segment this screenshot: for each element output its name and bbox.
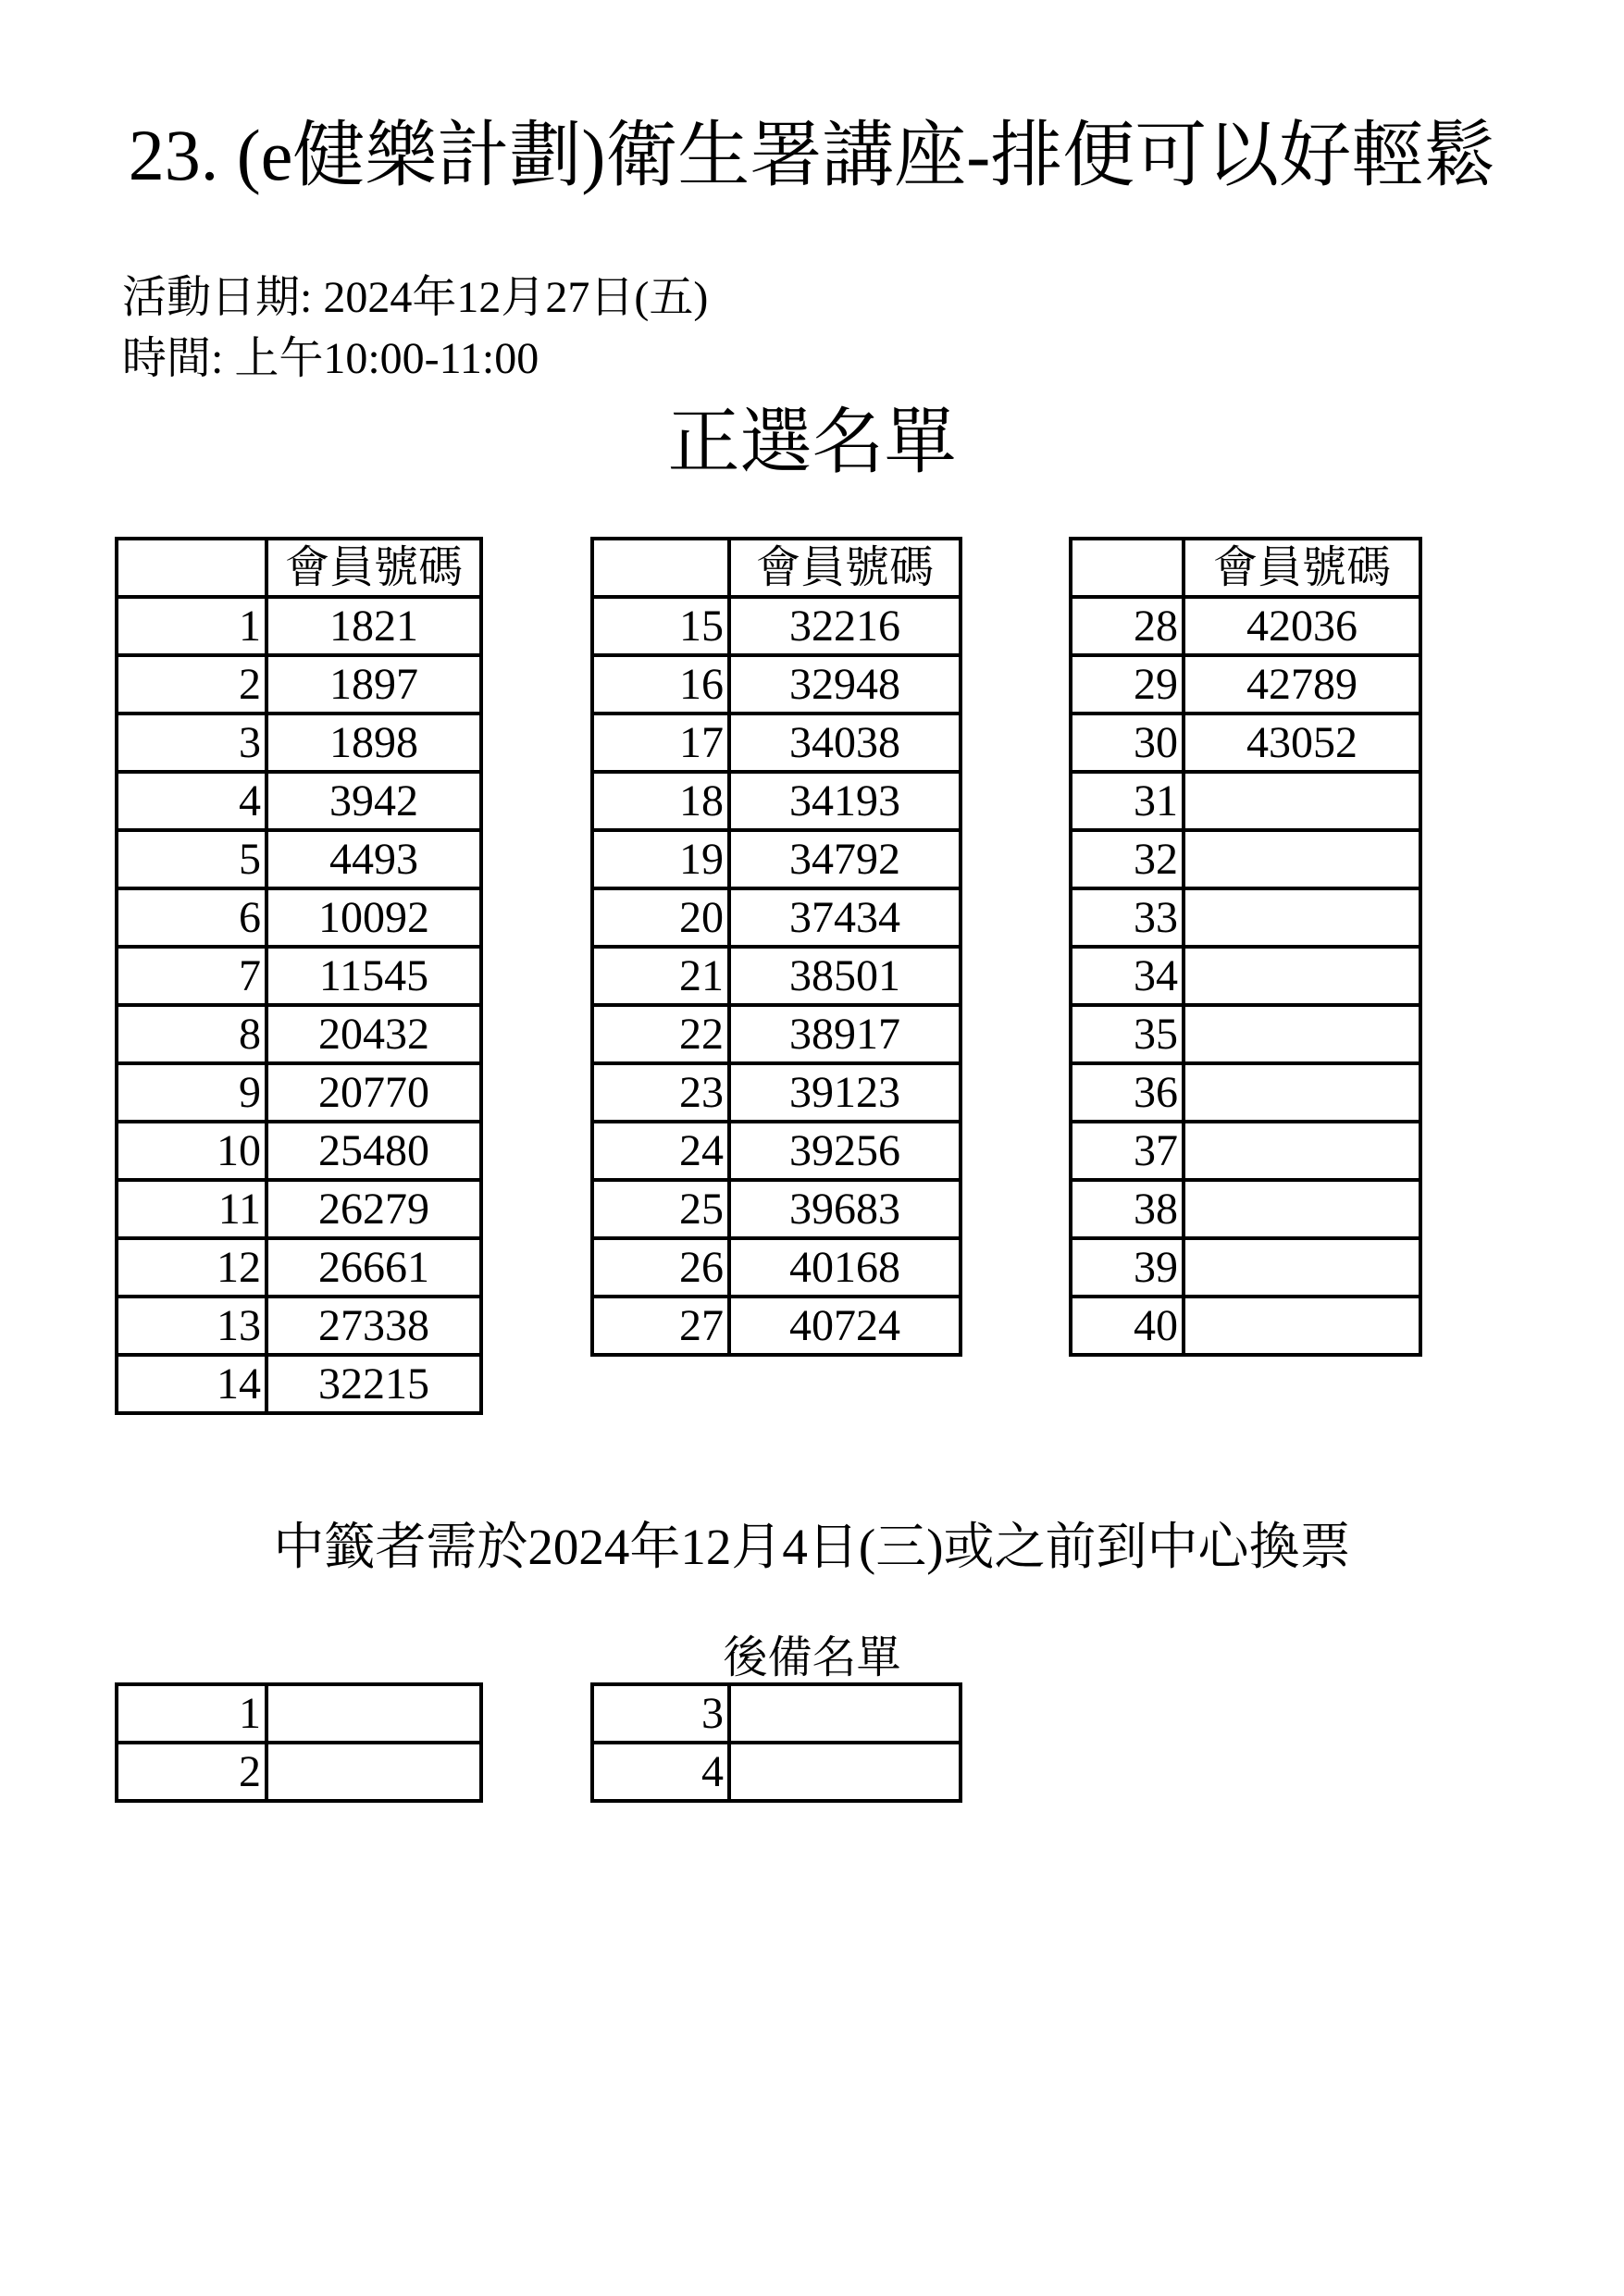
row-number: 36 [1071, 1063, 1184, 1122]
table-row [592, 1005, 961, 1063]
member-number: 32948 [729, 655, 961, 714]
table-row [1071, 1122, 1420, 1180]
row-number: 19 [592, 830, 729, 888]
member-number: 38501 [729, 947, 961, 1005]
main-list-table-3 [1069, 537, 1422, 1357]
row-number: 35 [1071, 1005, 1184, 1063]
table-row [1071, 655, 1420, 714]
row-number: 40 [1071, 1297, 1184, 1355]
event-time: 時間: 上午10:00-11:00 [122, 334, 539, 383]
member-number: 20432 [267, 1005, 481, 1063]
member-number: 1821 [267, 597, 481, 655]
row-number: 22 [592, 1005, 729, 1063]
row-number: 3 [117, 714, 267, 772]
member-number: 34193 [729, 772, 961, 830]
table-row [592, 1684, 961, 1743]
table-row [117, 1122, 481, 1180]
reserve-list-table-1 [115, 1682, 483, 1803]
row-number: 34 [1071, 947, 1184, 1005]
table-row [1071, 772, 1420, 830]
table-row [117, 714, 481, 772]
table-header-row [1071, 539, 1420, 597]
row-number: 12 [117, 1238, 267, 1297]
table-row [117, 830, 481, 888]
row-number: 9 [117, 1063, 267, 1122]
member-number: 26279 [267, 1180, 481, 1238]
row-number: 23 [592, 1063, 729, 1122]
member-number [267, 1743, 481, 1801]
row-number: 4 [117, 772, 267, 830]
row-number: 5 [117, 830, 267, 888]
table-row [117, 655, 481, 714]
row-number: 18 [592, 772, 729, 830]
member-number [729, 1743, 961, 1801]
row-number: 16 [592, 655, 729, 714]
row-number: 39 [1071, 1238, 1184, 1297]
table-row [117, 1005, 481, 1063]
table-row [1071, 1005, 1420, 1063]
table-row [592, 772, 961, 830]
main-list-table-1 [115, 537, 483, 1415]
member-number [1184, 772, 1420, 830]
table-row [1071, 830, 1420, 888]
member-number: 25480 [267, 1122, 481, 1180]
row-number: 33 [1071, 888, 1184, 947]
row-number: 13 [117, 1297, 267, 1355]
member-number: 34792 [729, 830, 961, 888]
header-blank-cell [592, 539, 729, 597]
table-row [1071, 947, 1420, 1005]
table-row [1071, 1180, 1420, 1238]
member-number-header: 會員號碼 [267, 539, 481, 597]
member-number [1184, 1238, 1420, 1297]
table-row [117, 1684, 481, 1743]
row-number: 1 [117, 1684, 267, 1743]
exchange-notice: 中籤者需於2024年12月4日(三)或之前到中心換票 [273, 1519, 1351, 1575]
member-number-header: 會員號碼 [729, 539, 961, 597]
table-row [592, 714, 961, 772]
table-row [117, 1743, 481, 1801]
member-number: 32216 [729, 597, 961, 655]
member-number [1184, 1122, 1420, 1180]
member-number: 39683 [729, 1180, 961, 1238]
member-number: 1897 [267, 655, 481, 714]
row-number: 24 [592, 1122, 729, 1180]
member-number [1184, 1180, 1420, 1238]
table-row [117, 597, 481, 655]
table-row [1071, 1297, 1420, 1355]
table-row [592, 1063, 961, 1122]
member-number [729, 1684, 961, 1743]
table-header-row [592, 539, 961, 597]
member-number: 43052 [1184, 714, 1420, 772]
page-title: 23. (e健樂計劃)衛生署講座-排便可以好輕鬆 [128, 115, 1496, 195]
row-number: 26 [592, 1238, 729, 1297]
table-row [592, 597, 961, 655]
row-number: 3 [592, 1684, 729, 1743]
member-number: 10092 [267, 888, 481, 947]
main-list-table-2 [590, 537, 962, 1357]
member-number: 39256 [729, 1122, 961, 1180]
member-number: 26661 [267, 1238, 481, 1297]
row-number: 25 [592, 1180, 729, 1238]
row-number: 2 [117, 655, 267, 714]
reserve-list-table-2 [590, 1682, 962, 1803]
reserve-list-heading: 後備名單 [723, 1633, 901, 1682]
member-number [1184, 1297, 1420, 1355]
row-number: 2 [117, 1743, 267, 1801]
row-number: 8 [117, 1005, 267, 1063]
row-number: 17 [592, 714, 729, 772]
table-header-row [117, 539, 481, 597]
row-number: 28 [1071, 597, 1184, 655]
member-number [1184, 947, 1420, 1005]
table-row [117, 1238, 481, 1297]
member-number: 11545 [267, 947, 481, 1005]
member-number: 40168 [729, 1238, 961, 1297]
table-row [1071, 597, 1420, 655]
member-number: 38917 [729, 1005, 961, 1063]
row-number: 29 [1071, 655, 1184, 714]
event-date: 活動日期: 2024年12月27日(五) [122, 273, 709, 322]
member-number: 40724 [729, 1297, 961, 1355]
table-row [1071, 714, 1420, 772]
row-number: 11 [117, 1180, 267, 1238]
row-number: 38 [1071, 1180, 1184, 1238]
table-row [592, 1743, 961, 1801]
row-number: 30 [1071, 714, 1184, 772]
row-number: 27 [592, 1297, 729, 1355]
table-row [117, 1355, 481, 1413]
member-number [1184, 1063, 1420, 1122]
row-number: 14 [117, 1355, 267, 1413]
row-number: 20 [592, 888, 729, 947]
row-number: 31 [1071, 772, 1184, 830]
table-row [1071, 888, 1420, 947]
table-row [1071, 1238, 1420, 1297]
table-row [117, 1063, 481, 1122]
table-row [592, 1180, 961, 1238]
member-number: 34038 [729, 714, 961, 772]
member-number: 42036 [1184, 597, 1420, 655]
table-row [592, 888, 961, 947]
member-number: 39123 [729, 1063, 961, 1122]
row-number: 10 [117, 1122, 267, 1180]
member-number: 20770 [267, 1063, 481, 1122]
table-row [1071, 1063, 1420, 1122]
member-number-header: 會員號碼 [1184, 539, 1420, 597]
table-row [592, 947, 961, 1005]
row-number: 15 [592, 597, 729, 655]
member-number: 1898 [267, 714, 481, 772]
member-number: 4493 [267, 830, 481, 888]
table-row [117, 1297, 481, 1355]
row-number: 7 [117, 947, 267, 1005]
row-number: 37 [1071, 1122, 1184, 1180]
table-row [117, 888, 481, 947]
member-number [1184, 888, 1420, 947]
row-number: 6 [117, 888, 267, 947]
row-number: 21 [592, 947, 729, 1005]
member-number: 32215 [267, 1355, 481, 1413]
table-row [117, 772, 481, 830]
row-number: 4 [592, 1743, 729, 1801]
main-list-heading: 正選名單 [667, 402, 957, 482]
table-row [592, 1122, 961, 1180]
row-number: 32 [1071, 830, 1184, 888]
member-number: 3942 [267, 772, 481, 830]
table-row [117, 1180, 481, 1238]
header-blank-cell [117, 539, 267, 597]
member-number [267, 1684, 481, 1743]
member-number: 42789 [1184, 655, 1420, 714]
member-number [1184, 1005, 1420, 1063]
table-row [592, 1297, 961, 1355]
table-row [592, 830, 961, 888]
member-number: 37434 [729, 888, 961, 947]
table-row [592, 655, 961, 714]
row-number: 1 [117, 597, 267, 655]
table-row [117, 947, 481, 1005]
table-row [592, 1238, 961, 1297]
member-number: 27338 [267, 1297, 481, 1355]
member-number [1184, 830, 1420, 888]
header-blank-cell [1071, 539, 1184, 597]
